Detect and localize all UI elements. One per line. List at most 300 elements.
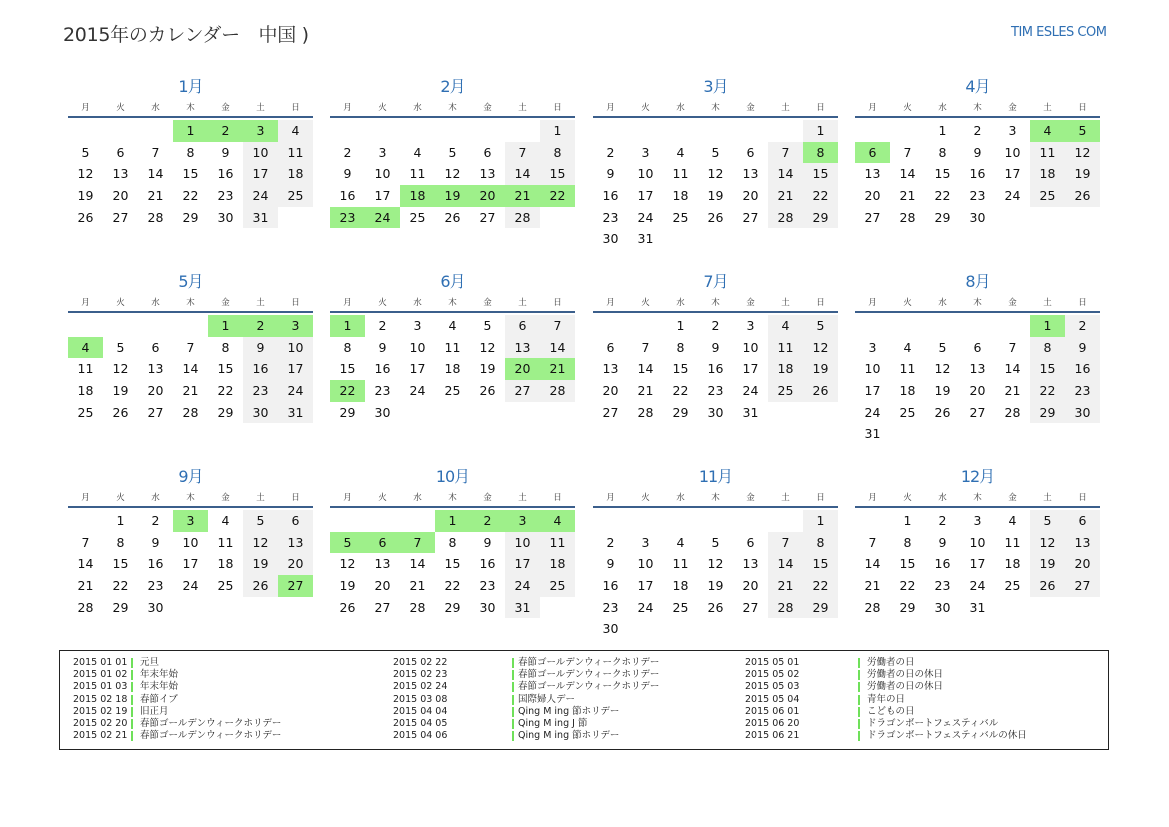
holiday-marker [858, 719, 860, 729]
day-cell: 27 [602, 404, 619, 420]
day-cell: 21 [182, 383, 199, 399]
holiday-date: 2015 03 08 [393, 693, 448, 705]
holiday-day-cell: 3 [278, 315, 313, 337]
day-cell: 13 [742, 556, 759, 572]
weekday-label: 日 [291, 493, 300, 503]
month-block [593, 267, 838, 423]
holiday-name: 旧正月 [140, 705, 169, 717]
weekday-label: 火 [116, 298, 125, 308]
weekday-header [593, 295, 838, 313]
day-cell: 27 [505, 380, 540, 402]
weekday-label: 金 [221, 493, 230, 503]
day-cell: 16 [969, 166, 986, 182]
day-cell: 7 [641, 339, 650, 355]
day-cell: 1 [803, 510, 838, 532]
day-cell: 11 [1030, 142, 1065, 164]
holiday-marker [512, 695, 514, 705]
holiday-day-cell: 4 [68, 337, 103, 359]
day-cell: 8 [1030, 337, 1065, 359]
day-cell: 20 [742, 578, 759, 594]
day-cell: 25 [77, 404, 94, 420]
month-name: 4月 [965, 77, 990, 96]
empty-cell [733, 120, 768, 142]
holiday-day-cell: 1 [330, 315, 365, 337]
empty-cell [103, 120, 138, 142]
day-cell: 30 [217, 209, 234, 225]
day-cell: 11 [278, 142, 313, 164]
day-cell: 25 [899, 404, 916, 420]
weekday-label: 月 [81, 103, 90, 113]
empty-cell [435, 120, 470, 142]
day-cell: 3 [641, 144, 650, 160]
holiday-marker [512, 682, 514, 692]
empty-cell [138, 120, 173, 142]
holiday-name: 国際婦人デー [518, 693, 576, 705]
day-cell: 10 [969, 534, 986, 550]
day-cell: 12 [707, 556, 724, 572]
day-cell: 17 [864, 383, 881, 399]
day-grid [593, 313, 838, 423]
day-cell: 26 [444, 209, 461, 225]
month-block [68, 462, 313, 618]
weekday-label: 金 [221, 103, 230, 113]
holiday-day-cell: 18 [400, 185, 435, 207]
day-cell: 21 [768, 185, 803, 207]
day-cell: 25 [540, 575, 575, 597]
day-cell: 11 [77, 361, 94, 377]
day-cell: 13 [505, 337, 540, 359]
day-cell: 29 [1030, 402, 1065, 424]
holiday-name: こどもの日 [867, 705, 915, 717]
holiday-day-cell: 4 [1030, 120, 1065, 142]
day-cell: 15 [1030, 358, 1065, 380]
weekday-header [330, 295, 575, 313]
day-grid [330, 118, 575, 228]
day-cell: 29 [339, 404, 356, 420]
holiday-name: 労働者の日 [867, 657, 915, 668]
day-cell: 20 [864, 188, 881, 204]
day-cell: 23 [707, 383, 724, 399]
day-cell: 3 [746, 318, 755, 333]
weekday-header [68, 490, 313, 508]
day-cell: 24 [742, 383, 759, 399]
day-cell: 30 [969, 209, 986, 225]
weekday-label: 水 [676, 103, 685, 113]
day-cell: 13 [602, 361, 619, 377]
month-block [593, 72, 838, 250]
day-cell: 19 [479, 361, 496, 377]
holiday-day-cell: 4 [540, 510, 575, 532]
day-cell: 7 [768, 142, 803, 164]
holiday-day-cell: 22 [330, 380, 365, 402]
day-cell: 20 [374, 578, 391, 594]
day-cell: 30 [243, 402, 278, 424]
day-cell: 25 [768, 380, 803, 402]
holiday-marker [858, 731, 860, 741]
day-cell: 30 [374, 404, 391, 420]
holiday-marker [131, 731, 133, 741]
day-cell: 14 [147, 166, 164, 182]
empty-cell [470, 120, 505, 142]
weekday-label: 水 [413, 103, 422, 113]
day-cell: 16 [243, 358, 278, 380]
day-cell: 28 [182, 404, 199, 420]
day-cell: 8 [221, 339, 230, 355]
day-cell: 13 [479, 166, 496, 182]
day-cell: 15 [444, 556, 461, 572]
weekday-label: 水 [413, 493, 422, 503]
day-cell: 20 [742, 188, 759, 204]
day-cell: 23 [602, 209, 619, 225]
day-cell: 1 [676, 318, 685, 333]
empty-cell [925, 315, 960, 337]
day-cell: 21 [637, 383, 654, 399]
day-cell: 13 [742, 166, 759, 182]
day-cell: 18 [540, 553, 575, 575]
day-cell: 2 [938, 513, 947, 528]
day-cell: 17 [409, 361, 426, 377]
day-cell: 12 [1030, 532, 1065, 554]
day-cell: 31 [637, 231, 654, 247]
day-cell: 15 [672, 361, 689, 377]
day-cell: 16 [1065, 358, 1100, 380]
holiday-marker [131, 658, 133, 668]
day-cell: 6 [973, 339, 982, 355]
day-cell: 16 [707, 361, 724, 377]
day-cell: 5 [938, 339, 947, 355]
holiday-date: 2015 06 21 [745, 730, 800, 742]
weekday-label: 月 [606, 103, 615, 113]
day-cell: 8 [540, 142, 575, 164]
day-cell: 5 [711, 144, 720, 160]
day-cell: 17 [1004, 166, 1021, 182]
weekday-label: 月 [868, 493, 877, 503]
day-cell: 11 [672, 166, 689, 182]
empty-cell [628, 315, 663, 337]
month-name: 12月 [960, 467, 995, 486]
weekday-label: 火 [378, 103, 387, 113]
weekday-label: 水 [938, 298, 947, 308]
day-cell: 4 [676, 534, 685, 550]
day-cell: 23 [602, 599, 619, 615]
day-cell: 26 [479, 383, 496, 399]
day-cell: 25 [672, 209, 689, 225]
day-cell: 1 [540, 120, 575, 142]
day-cell: 23 [374, 383, 391, 399]
holiday-day-cell: 20 [470, 185, 505, 207]
day-cell: 17 [505, 553, 540, 575]
day-cell: 29 [112, 599, 129, 615]
holiday-name: 労働者の日の休日 [867, 669, 944, 681]
holiday-marker [858, 682, 860, 692]
day-cell: 26 [1065, 185, 1100, 207]
day-cell: 22 [1030, 380, 1065, 402]
day-cell: 9 [1065, 337, 1100, 359]
holiday-marker [858, 695, 860, 705]
holiday-date: 2015 04 04 [393, 705, 448, 717]
day-cell: 8 [803, 532, 838, 554]
day-cell: 9 [973, 144, 982, 160]
weekday-label: 土 [1043, 103, 1052, 113]
holiday-marker [512, 731, 514, 741]
day-cell: 31 [278, 402, 313, 424]
day-cell: 12 [1065, 142, 1100, 164]
day-cell: 14 [637, 361, 654, 377]
weekday-label: 月 [81, 493, 90, 503]
day-cell: 11 [899, 361, 916, 377]
holiday-day-cell: 1 [435, 510, 470, 532]
weekday-label: 土 [1043, 493, 1052, 503]
holiday-marker [858, 670, 860, 680]
holiday-marker [858, 707, 860, 717]
weekday-label: 水 [676, 298, 685, 308]
day-cell: 15 [934, 166, 951, 182]
day-cell: 24 [278, 380, 313, 402]
day-cell: 29 [934, 209, 951, 225]
weekday-header [330, 100, 575, 118]
day-cell: 16 [217, 166, 234, 182]
day-cell: 14 [1004, 361, 1021, 377]
empty-cell [68, 315, 103, 337]
holiday-date: 2015 02 19 [73, 705, 128, 717]
empty-cell [698, 510, 733, 532]
weekday-header [855, 295, 1100, 313]
day-cell: 12 [112, 361, 129, 377]
holiday-day-cell: 2 [470, 510, 505, 532]
day-cell: 3 [1008, 123, 1017, 138]
holiday-day-cell: 2 [243, 315, 278, 337]
day-grid [855, 313, 1100, 445]
weekday-label: 火 [641, 103, 650, 113]
day-cell: 6 [1065, 510, 1100, 532]
holiday-day-cell: 3 [505, 510, 540, 532]
empty-cell [960, 315, 995, 337]
day-cell: 22 [672, 383, 689, 399]
day-cell: 19 [934, 383, 951, 399]
holiday-day-cell: 5 [1065, 120, 1100, 142]
day-cell: 24 [243, 185, 278, 207]
month-name: 5月 [178, 272, 203, 291]
month-name: 7月 [703, 272, 728, 291]
weekday-label: 木 [186, 103, 195, 113]
day-cell: 9 [711, 339, 720, 355]
day-cell: 26 [934, 404, 951, 420]
weekday-label: 木 [186, 298, 195, 308]
holiday-date: 2015 05 01 [745, 657, 800, 668]
day-cell: 3 [641, 534, 650, 550]
day-cell: 17 [969, 556, 986, 572]
holiday-date: 2015 05 03 [745, 681, 800, 693]
day-cell: 28 [768, 597, 803, 619]
day-cell: 15 [540, 163, 575, 185]
holiday-date: 2015 04 05 [393, 717, 448, 729]
weekday-label: 火 [378, 493, 387, 503]
weekday-label: 木 [973, 298, 982, 308]
holiday-marker [858, 658, 860, 668]
day-cell: 19 [707, 578, 724, 594]
day-cell: 15 [217, 361, 234, 377]
day-grid [855, 118, 1100, 228]
day-cell: 23 [217, 188, 234, 204]
day-cell: 2 [151, 513, 160, 528]
day-cell: 27 [1065, 575, 1100, 597]
weekday-label: 水 [938, 493, 947, 503]
weekday-label: 金 [746, 103, 755, 113]
weekday-label: 日 [1078, 103, 1087, 113]
empty-cell [628, 510, 663, 532]
empty-cell [365, 120, 400, 142]
day-cell: 13 [147, 361, 164, 377]
empty-cell [890, 315, 925, 337]
day-cell: 8 [938, 144, 947, 160]
day-cell: 2 [606, 534, 615, 550]
empty-cell [855, 120, 890, 142]
day-cell: 4 [413, 144, 422, 160]
day-cell: 4 [221, 513, 230, 528]
month-name: 8月 [965, 272, 990, 291]
day-grid [855, 508, 1100, 618]
day-cell: 21 [864, 578, 881, 594]
day-cell: 25 [409, 209, 426, 225]
holiday-day-cell: 6 [855, 142, 890, 164]
day-cell: 7 [768, 532, 803, 554]
weekday-label: 金 [483, 103, 492, 113]
day-cell: 12 [479, 339, 496, 355]
month-block [855, 72, 1100, 228]
day-cell: 20 [1065, 553, 1100, 575]
day-cell: 10 [278, 337, 313, 359]
day-cell: 22 [803, 575, 838, 597]
weekday-label: 水 [151, 298, 160, 308]
holiday-date: 2015 02 24 [393, 681, 448, 693]
weekday-label: 日 [553, 298, 562, 308]
day-cell: 11 [540, 532, 575, 554]
month-name: 6月 [440, 272, 465, 291]
day-cell: 30 [1065, 402, 1100, 424]
day-cell: 7 [868, 534, 877, 550]
day-cell: 25 [672, 599, 689, 615]
day-cell: 18 [899, 383, 916, 399]
day-cell: 20 [602, 383, 619, 399]
weekday-header [593, 490, 838, 508]
day-cell: 30 [479, 599, 496, 615]
day-cell: 16 [602, 578, 619, 594]
day-cell: 28 [637, 404, 654, 420]
day-cell: 27 [112, 209, 129, 225]
holiday-marker [131, 670, 133, 680]
day-cell: 14 [182, 361, 199, 377]
day-cell: 21 [1004, 383, 1021, 399]
weekday-label: 火 [378, 298, 387, 308]
day-grid [68, 508, 313, 618]
holiday-day-cell: 1 [1030, 315, 1065, 337]
day-cell: 17 [182, 556, 199, 572]
holiday-day-cell: 19 [435, 185, 470, 207]
day-cell: 11 [409, 166, 426, 182]
day-cell: 6 [483, 144, 492, 160]
day-cell: 6 [606, 339, 615, 355]
day-cell: 5 [81, 144, 90, 160]
day-cell: 23 [1065, 380, 1100, 402]
day-cell: 23 [243, 380, 278, 402]
holiday-day-cell: 7 [400, 532, 435, 554]
holiday-day-cell: 1 [173, 120, 208, 142]
weekday-label: 木 [711, 298, 720, 308]
day-cell: 25 [217, 578, 234, 594]
holiday-date: 2015 02 20 [73, 717, 128, 729]
empty-cell [593, 120, 628, 142]
holiday-name: ドラゴンボートフェスティバルの休日 [867, 730, 1027, 742]
weekday-label: 木 [711, 103, 720, 113]
day-cell: 28 [147, 209, 164, 225]
holiday-day-cell: 8 [803, 142, 838, 164]
empty-cell [855, 510, 890, 532]
month-name: 3月 [703, 77, 728, 96]
day-cell: 22 [444, 578, 461, 594]
day-cell: 10 [409, 339, 426, 355]
weekday-label: 土 [781, 298, 790, 308]
day-cell: 9 [221, 144, 230, 160]
holiday-day-cell: 21 [540, 358, 575, 380]
day-cell: 23 [969, 188, 986, 204]
weekday-label: 金 [221, 298, 230, 308]
day-cell: 9 [606, 166, 615, 182]
holiday-name: 青年の日 [867, 693, 906, 705]
holiday-name: 春節ゴールデンウィークホリデー [518, 669, 660, 681]
day-cell: 19 [1065, 163, 1100, 185]
holiday-date: 2015 04 06 [393, 730, 448, 742]
month-block [68, 72, 313, 228]
day-cell: 9 [343, 166, 352, 182]
weekday-label: 火 [641, 493, 650, 503]
day-cell: 25 [1004, 578, 1021, 594]
day-cell: 12 [803, 337, 838, 359]
weekday-label: 日 [553, 493, 562, 503]
holiday-marker [512, 707, 514, 717]
day-cell: 14 [77, 556, 94, 572]
day-cell: 8 [903, 534, 912, 550]
day-cell: 13 [1065, 532, 1100, 554]
weekday-label: 火 [116, 493, 125, 503]
day-cell: 24 [1004, 188, 1021, 204]
day-cell: 31 [243, 207, 278, 229]
weekday-label: 日 [1078, 493, 1087, 503]
holiday-marker [131, 719, 133, 729]
weekday-header [855, 100, 1100, 118]
weekday-label: 火 [116, 103, 125, 113]
day-cell: 16 [374, 361, 391, 377]
empty-cell [138, 315, 173, 337]
holiday-name: 春節ゴールデンウィークホリデー [518, 681, 660, 693]
site-link[interactable]: TIM ESLES COM [1011, 25, 1107, 40]
day-cell: 19 [1030, 553, 1065, 575]
day-cell: 2 [973, 123, 982, 138]
day-cell: 12 [934, 361, 951, 377]
day-cell: 26 [803, 380, 838, 402]
day-cell: 20 [969, 383, 986, 399]
weekday-label: 金 [1008, 493, 1017, 503]
holiday-date: 2015 06 20 [745, 717, 800, 729]
weekday-label: 水 [151, 103, 160, 113]
day-cell: 29 [899, 599, 916, 615]
day-cell: 21 [768, 575, 803, 597]
day-cell: 16 [339, 188, 356, 204]
day-cell: 11 [1004, 534, 1021, 550]
holiday-name: Qing M ing 節ホリデー [518, 705, 620, 717]
day-cell: 7 [151, 144, 160, 160]
weekday-label: 土 [256, 493, 265, 503]
weekday-label: 土 [518, 298, 527, 308]
